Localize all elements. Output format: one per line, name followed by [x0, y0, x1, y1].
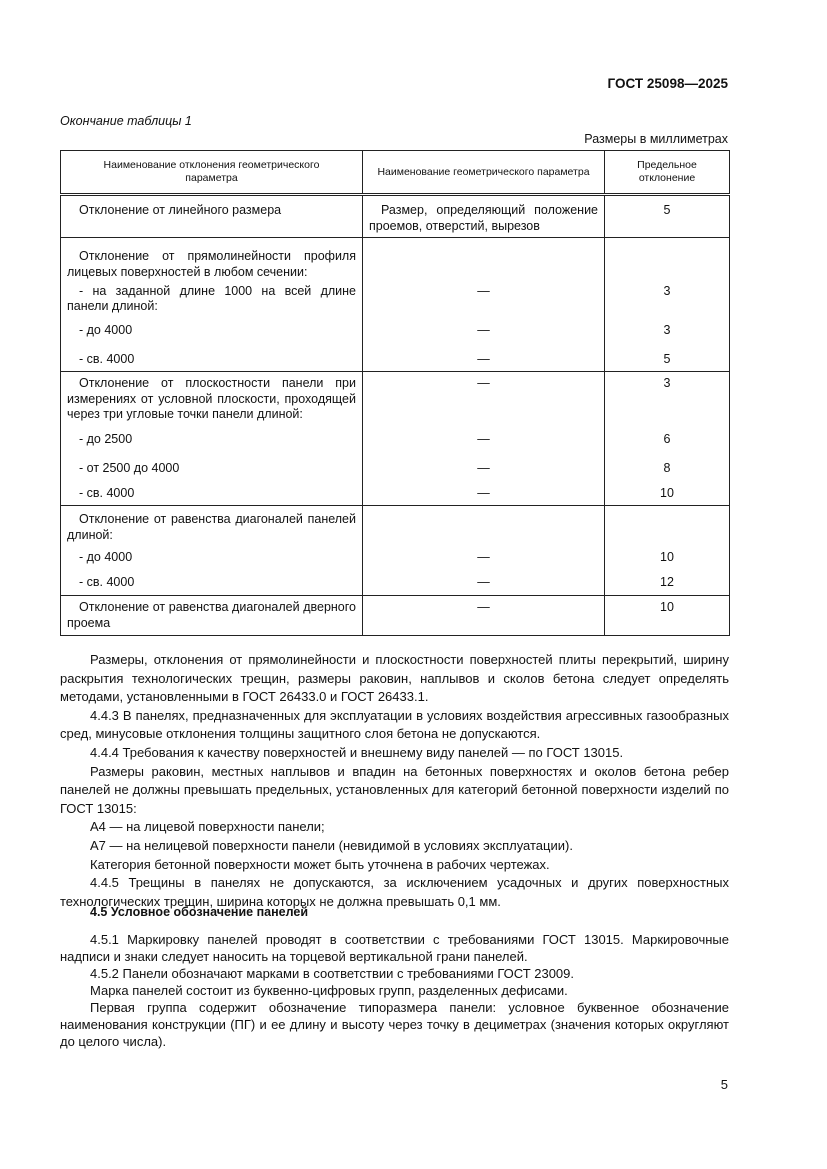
row-name: - до 2500 — [61, 432, 363, 461]
row-param: — — [363, 352, 605, 372]
table-row — [61, 432, 730, 461]
table-row — [61, 352, 730, 372]
section-heading: 4.5 Условное обозначение панелей — [90, 905, 309, 919]
row-param: — — [363, 432, 605, 461]
table-row — [61, 323, 730, 352]
row-value: 5 — [605, 352, 730, 372]
paragraph: 4.4.4 Требования к качеству поверхностей и внешнему виду панелей — по ГОСТ 13015. — [90, 744, 624, 760]
row-name: Отклонение от равенства диагоналей дверного проема — [61, 596, 363, 636]
paragraph: Категория бетонной поверхности может быть уточнена в рабочих чертежах. — [90, 856, 550, 872]
table-row — [61, 550, 730, 575]
row-param: — — [363, 486, 605, 506]
row-param: — — [363, 575, 605, 596]
document-code: ГОСТ 25098—2025 — [607, 76, 728, 91]
row-param: — — [363, 372, 605, 432]
table-row — [61, 596, 730, 636]
row-name: Отклонение от прямолинейности профиля лицевых поверхностей в любом сечении: — [61, 238, 363, 284]
paragraph: 4.5.2 Панели обозначают марками в соответствии с требованиями ГОСТ 23009. — [90, 966, 575, 981]
section-text — [60, 931, 729, 1050]
table-row — [61, 506, 730, 550]
paragraph: 4.4.5 Трещины в панелях не допускаются, за исключением усадочных и других поверхностных технологических трещин, ширина которых не должна превышать 0,1 мм. — [60, 875, 729, 909]
paragraph: Первая группа содержит обозначение типоразмера панели: условное буквенное обозначение наименования конструкции (ПГ) и ее длину и высоту через точку в дециметрах (значения которых округляют до целого числа). — [60, 1000, 729, 1049]
row-value: 10 — [605, 596, 730, 636]
row-value: 10 — [605, 550, 730, 575]
row-param: — — [363, 550, 605, 575]
row-value: 5 — [605, 195, 730, 238]
row-param: Размер, определяющий положение проемов, отверстий, вырезов — [363, 195, 605, 238]
table-header-row — [61, 151, 730, 195]
table-row — [61, 195, 730, 238]
row-value: 12 — [605, 575, 730, 596]
table-units: Размеры в миллиметрах — [584, 132, 728, 146]
row-name: - до 4000 — [61, 550, 363, 575]
row-value: 3 — [605, 284, 730, 323]
column-header: Наименование геометрического параметра — [363, 151, 605, 195]
row-name: - св. 4000 — [61, 575, 363, 596]
row-name: Отклонение от равенства диагоналей панелей длиной: — [61, 506, 363, 550]
row-value: 8 — [605, 461, 730, 486]
row-name: - до 4000 — [61, 323, 363, 352]
table-row — [61, 575, 730, 596]
paragraph: 4.4.3 В панелях, предназначенных для эксплуатации в условиях воздействия агрессивных газообразных сред, минусовые отклонения толщины защитного слоя бетона не допускаются. — [60, 707, 729, 742]
row-name: Отклонение от линейного размера — [61, 195, 363, 238]
table-row — [61, 372, 730, 432]
paragraph: Размеры, отклонения от прямолинейности и плоскостности поверхностей плиты перекрытий, ширину раскрытия технологических трещин, размеры раковин, наплывов и сколов бетона следует определять методами, установленными в ГОСТ 26433.0 и ГОСТ 26433.1. — [60, 652, 729, 705]
row-name: - от 2500 до 4000 — [61, 461, 363, 486]
body-text — [60, 651, 729, 911]
paragraph: А7 — на нелицевой поверхности панели (невидимой в условиях эксплуатации). — [90, 837, 573, 853]
row-value: 6 — [605, 432, 730, 461]
row-param: — — [363, 284, 605, 323]
table-row — [61, 486, 730, 506]
table-caption: Окончание таблицы 1 — [60, 114, 192, 128]
column-header: Наименование отклонения геометрического параметра — [61, 151, 363, 195]
page-number: 5 — [720, 1077, 728, 1092]
row-value: 3 — [605, 372, 730, 432]
column-header: Предельное отклонение — [605, 151, 730, 195]
row-param: — — [363, 461, 605, 486]
paragraph: Марка панелей состоит из буквенно-цифровых групп, разделенных дефисами. — [90, 983, 568, 998]
table-row — [61, 461, 730, 486]
row-name: - на заданной длине 1000 на всей длине панели длиной: — [61, 284, 363, 323]
row-name: Отклонение от плоскостности панели при измерениях от условной плоскости, проходящей через три угловые точки панели длиной: — [61, 372, 363, 432]
table-row — [61, 238, 730, 284]
row-name: - св. 4000 — [61, 352, 363, 372]
row-value: 10 — [605, 486, 730, 506]
paragraph: Размеры раковин, местных наплывов и впадин на бетонных поверхностях и околов бетона ребер панелей не должны превышать предельных, установленных для категорий бетонной поверхности изделий по ГОСТ 13015: — [60, 763, 729, 816]
row-name: - св. 4000 — [61, 486, 363, 506]
row-param: — — [363, 323, 605, 352]
paragraph: А4 — на лицевой поверхности панели; — [90, 819, 325, 835]
row-value: 3 — [605, 323, 730, 352]
deviation-table — [60, 150, 730, 636]
row-param: — — [363, 596, 605, 636]
table-row — [61, 284, 730, 323]
paragraph: 4.5.1 Маркировку панелей проводят в соответствии с требованиями ГОСТ 13015. Маркировочные надписи и знаки следует наносить на торцевой вертикальной грани панелей. — [60, 932, 729, 964]
